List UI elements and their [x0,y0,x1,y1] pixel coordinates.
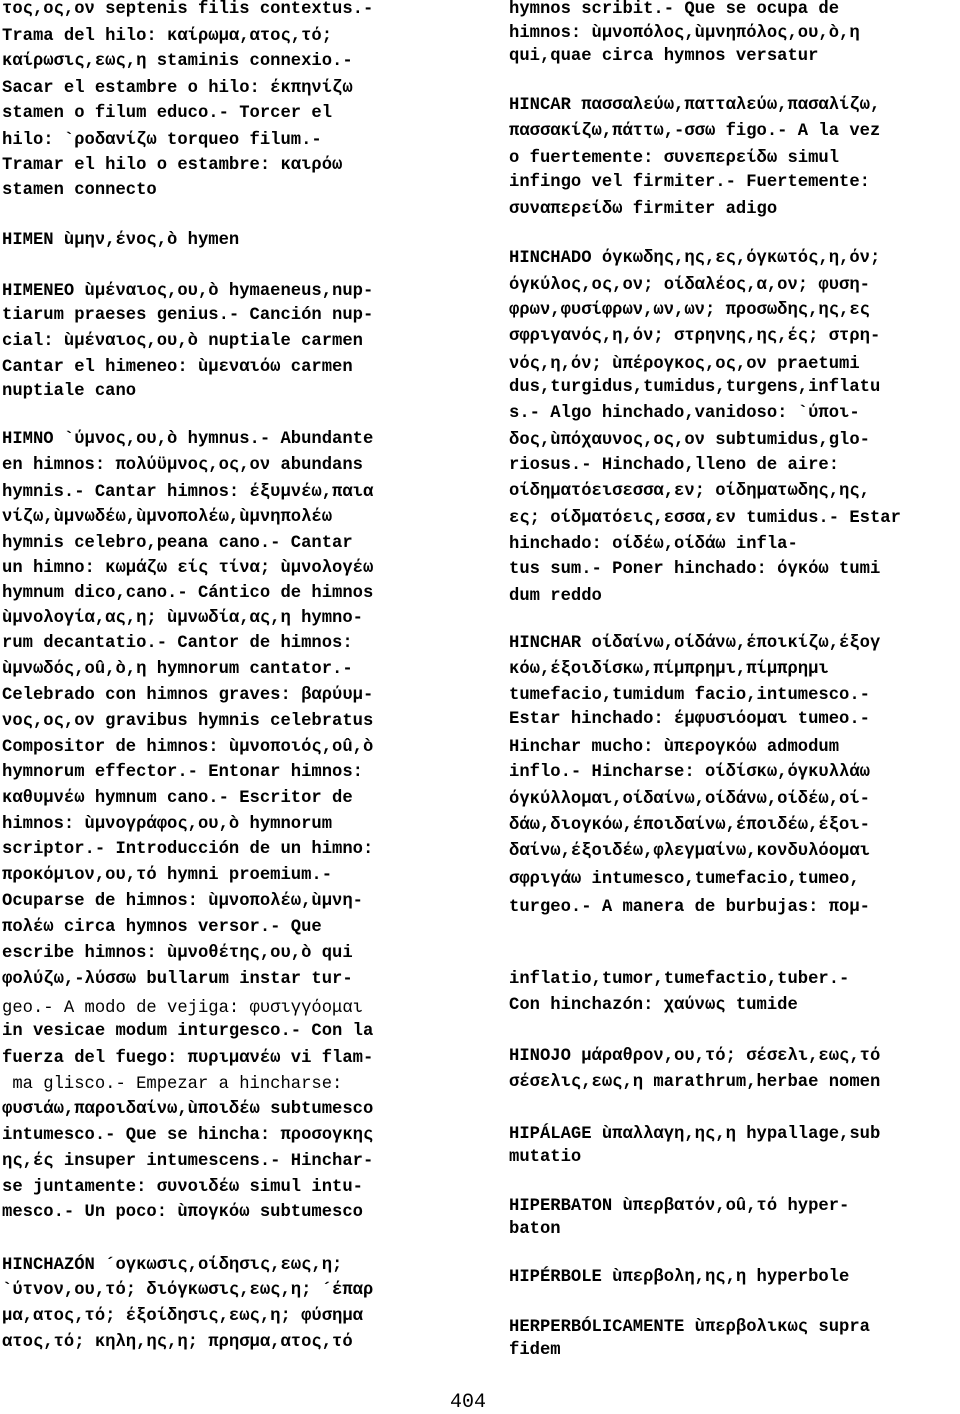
right-column-text-line: πασσακίζω,πάττω,-σσω figo.- A la vez [509,122,881,141]
left-column-text-line: πολέω circa hymnos versor.- Que [2,918,322,937]
right-column-text-line: σφριγανός,η,όν; στρηνης,ης,ές; στρη- [509,327,881,346]
left-column-text-line: τος,ος,ον septenis filis contextus.- [2,0,374,19]
left-column-text-line: Cantar el himeneo: ùμεναιόω carmen [2,358,353,377]
right-column-text-line: όγκύλλομαι,οίδαίνω,οίδάνω,οίδέω,οί- [509,790,870,809]
right-column-text-line: HIPÉRBOLE ùπερβολη,ης,η hyperbole [509,1268,850,1287]
left-column-text-line: fuerza del fuego: πυριμανέω vi flam- [2,1049,374,1068]
right-column-text-line: riosus.- Hinchado,lleno de aire: [509,456,840,475]
left-column-text-line: φυσιάω,παροιδαίνω,ùποιδέω subtumesco [2,1100,374,1119]
left-column-text-line: stamen o filum educo.- Torcer el [2,104,333,123]
right-column-text-line: s.- Algo hinchado,vanidoso: `ύποι- [509,404,860,423]
left-column-text-line: ùμνωδός,οû,ò,η hymnorum cantator.- [2,660,353,679]
left-column-text-line: ùμνολογία,ας,η; ùμνωδία,ας,η hymno- [2,609,363,628]
right-column-text-line: κόω,έξοιδίσκω,πίμπρημι,πίμπρημι [509,660,829,679]
left-column-text-line: un himno: κωμάζω είς τίνα; ùμνολογέω [2,559,374,578]
left-column-text-line: hymnorum effector.- Entonar himnos: [2,763,363,782]
right-column-text-line: qui,quae circa hymnos versatur [509,47,819,66]
right-column-text-line: HIPÁLAGE ùπαλλαγη,ης,η hypallage,sub [509,1125,881,1144]
right-column-text-line: HERPERBÓLICAMENTE ùπερβολικως supra [509,1318,870,1337]
left-column-text-line: HINCHAZÓN ´ογκωσις,οίδησις,εως,η; [2,1256,343,1275]
right-column-text-line: tus sum.- Poner hinchado: όγκόω tumi [509,560,881,579]
right-column-text-line: οίδηματόεισεσσα,εν; οίδηματωδης,ης, [509,482,870,501]
left-column-text-line: ης,ές insuper intumescens.- Hinchar- [2,1152,374,1171]
left-column-text-line: HIMNO `ύμνος,ου,ò hymnus.- Abundante [2,430,374,449]
left-column-text-line: se juntamente: συνοιδέω simul intu- [2,1178,363,1197]
right-column-text-line: όγκύλος,ος,ον; οίδαλέος,α,ον; φυση- [509,276,870,295]
right-column-text-line: HINOJO μάραθρον,ου,τό; σέσελι,εως,τό [509,1047,881,1066]
right-column-text-line: δος,ùπόχαυνος,ος,ον subtumidus,glo- [509,431,870,450]
left-column-text-line: προκόμιον,ου,τό hymni proemium.- [2,866,333,885]
left-column-text-line: Ocuparse de himnos: ùμνοπολέω,ùμνη- [2,892,363,911]
right-column-text-line: συναπερείδω firmiter adigo [509,200,778,219]
left-column-text-line: νίζω,ùμνωδέω,ùμνοπολέω,ùμνηπολέω [2,508,333,527]
right-column-text-line: Estar hinchado: έμφυσιόομαι tumeo.- [509,710,870,729]
right-column-text-line: HINCAR πασσαλεύω,πατταλεύω,πασαλίζω, [509,96,881,115]
left-column-text-line: ατος,τό; κηλη,ης,η; πρησμα,ατος,τό [2,1333,353,1352]
right-column-text-line: φρων,φυσίφρων,ων,ων; προσωδης,ης,ες [509,301,870,320]
right-column-text-line: tumefacio,tumidum facio,intumesco.- [509,686,870,705]
left-column-text-line: φολύζω,-λύσσω bullarum instar tur- [2,970,353,989]
left-column-text-line: in vesicae modum inturgesco.- Con la [2,1022,374,1041]
left-column-text-line: καίρωσις,εως,η staminis connexio.- [2,52,353,71]
left-column-text-line: cial: ùμέναιος,ου,ò nuptiale carmen [2,332,363,351]
left-column-text-line: Sacar el estambre o hilo: έκπηνίζω [2,79,353,98]
left-column-text-line: hymnis celebro,peana cano.- Cantar [2,534,353,553]
left-column-text-line: HIMENEO ùμέναιος,ου,ò hymaeneus,nup- [2,282,374,301]
left-column-text-line: HIMEN ùμην,ένος,ò hymen [2,231,240,250]
right-column-text-line: infingo vel firmiter.- Fuertemente: [509,173,870,192]
left-column-text-line: Celebrado con himnos graves: βαρύυμ- [2,686,374,705]
right-column-text-line: Hinchar mucho: ùπερογκόω admodum [509,738,840,757]
left-column-text-line: escribe himnos: ùμνοθέτης,ου,ò qui [2,944,353,963]
right-column-text-line: hymnos scribit.- Que se ocupa de [509,0,840,19]
right-column-text-line: inflatio,tumor,tumefactio,tuber.- [509,970,850,989]
right-column-text-line: turgeo.- A manera de burbujas: πομ- [509,898,870,917]
left-column-text-line: νος,ος,ον gravibus hymnis celebratus [2,712,374,731]
right-column-text-line: Con hinchazón: χαύνως tumide [509,996,798,1015]
left-column-text-line: en himnos: πολύϋμνος,ος,ον abundans [2,456,363,475]
left-column-text-line: geo.- A modo de vejiga: φυσιγγόομαι [2,999,363,1018]
right-column-text-line: HINCHAR οίδαίνω,οίδάνω,έποικίζω,έξογ [509,634,881,653]
left-column-text-line: καθυμνέω hymnum cano.- Escritor de [2,789,353,808]
left-column-text-line: hilo: `ροδανίζω torqueo filum.- [2,131,322,150]
right-column-text-line: σφριγάω intumesco,tumefacio,tumeo, [509,870,860,889]
left-column-text-line: rum decantatio.- Cantor de himnos: [2,634,353,653]
left-column-text-line: hymnum dico,cano.- Cántico de himnos [2,584,374,603]
left-column-text-line: μα,ατος,τό; έξοίδησις,εως,η; φύσημα [2,1307,363,1326]
left-column-text-line: hymnis.- Cantar himnos: έξυμνέω,παια [2,483,374,502]
left-column-text-line: ma glisco.- Empezar a hincharse: [2,1075,343,1094]
left-column-text-line: stamen connecto [2,181,157,200]
right-column-text-line: o fuertemente: συνεπερείδω simul [509,149,840,168]
right-column-text-line: fidem [509,1341,561,1360]
right-column-text-line: hinchado: οίδέω,οίδάω infla- [509,535,798,554]
left-column-text-line: tiarum praeses genius.- Canción nup- [2,306,374,325]
right-column-text-line: dus,turgidus,tumidus,turgens,inflatu [509,378,881,397]
left-column-text-line: Trama del hilo: καίρωμα,ατος,τό; [2,27,333,46]
left-column-text-line: mesco.- Un poco: ùπογκόω subtumesco [2,1203,363,1222]
right-column-text-line: νός,η,όν; ùπέρογκος,ος,ον praetumi [509,355,860,374]
left-column-text-line: Tramar el hilo o estambre: καιρόω [2,156,343,175]
right-column-text-line: δαίνω,έξοιδέω,φλεγμαίνω,κονδυλόομαι [509,842,870,861]
right-column-text-line: HINCHADO όγκωδης,ης,ες,όγκωτός,η,όν; [509,249,881,268]
right-column-text-line: mutatio [509,1148,582,1167]
right-column-text-line: dum reddo [509,587,602,606]
right-column-text-line: inflo.- Hincharse: οίδίσκω,όγκυλλάω [509,763,870,782]
right-column-text-line: σέσελις,εως,η marathrum,herbae nomen [509,1073,881,1092]
left-column-text-line: `ύτνον,ου,τό; διόγκωσις,εως,η; ´έπαρ [2,1281,374,1300]
right-column-text-line: baton [509,1220,561,1239]
right-column-text-line: δάω,διογκόω,έποιδαίνω,έποιδέω,έξοι- [509,816,870,835]
right-column-text-line: ες; οίδματόεις,εσσα,εν tumidus.- Estar [509,509,901,528]
left-column-text-line: nuptiale cano [2,382,137,401]
left-column-text-line: himnos: ùμνογράφος,ου,ò hymnorum [2,815,333,834]
left-column-text-line: scriptor.- Introducción de un himno: [2,840,374,859]
page-number: 404 [450,1391,487,1414]
right-column-text-line: himnos: ùμνοπόλος,ùμνηπόλος,ου,ò,η [509,24,860,43]
left-column-text-line: Compositor de himnos: ùμνοποιός,οû,ò [2,738,374,757]
left-column-text-line: intumesco.- Que se hincha: προσογκης [2,1126,374,1145]
right-column-text-line: HIPERBATON ùπερβατόν,οû,τό hyper- [509,1197,850,1216]
